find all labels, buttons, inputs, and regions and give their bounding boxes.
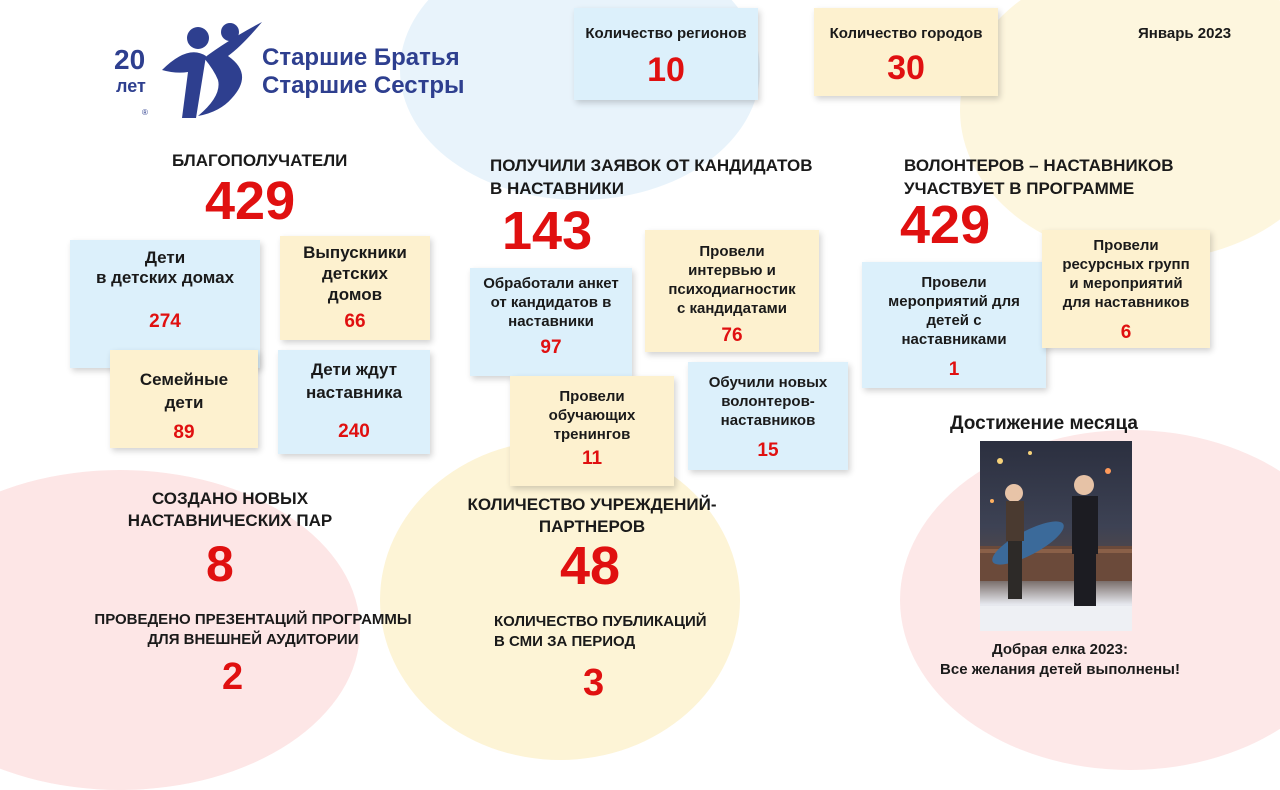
- graduates-label-1: Выпускники: [303, 243, 407, 262]
- trainings-label-1: Провели: [559, 388, 625, 405]
- resource-label-4: для наставников: [1062, 294, 1190, 311]
- publications-value: 3: [583, 662, 605, 704]
- events-label-4: наставниками: [901, 331, 1007, 348]
- volunteers-title-1: ВОЛОНТЕРОВ – НАСТАВНИКОВ: [904, 156, 1174, 175]
- achievement-title: Достижение месяца: [950, 413, 1138, 434]
- logo-reg-mark: ®: [142, 108, 148, 117]
- family-label-2: дети: [164, 393, 204, 412]
- partners-value: 48: [560, 536, 621, 596]
- resource-card: [1042, 230, 1210, 348]
- partners-block: [450, 494, 734, 538]
- events-label-3: детей с: [926, 312, 982, 329]
- logo-years-word: лет: [116, 76, 146, 96]
- achievement-caption-1: Добрая елка 2023:: [992, 641, 1128, 658]
- pairs-label-2: НАСТАВНИЧЕСКИХ ПАР: [127, 511, 333, 530]
- orphanage-card: [70, 240, 260, 368]
- trained-card: [688, 362, 848, 470]
- graduates-label-2: детских: [322, 264, 388, 283]
- bg-blob-yellow-right: [960, 0, 1280, 260]
- graduates-card: [280, 236, 430, 340]
- trained-label-1: Обучили новых: [708, 374, 828, 391]
- regions-value: 10: [647, 51, 685, 89]
- regions-card: [574, 8, 758, 100]
- processed-value: 97: [540, 337, 562, 358]
- graduates-label-3: домов: [327, 285, 383, 304]
- processed-label-3: наставники: [508, 313, 594, 330]
- events-label-1: Провели: [921, 274, 987, 291]
- cities-value: 30: [887, 49, 925, 87]
- partners-label-1: КОЛИЧЕСТВО УЧРЕЖДЕНИЙ-: [467, 495, 717, 514]
- publications-label-2: В СМИ ЗА ПЕРИОД: [494, 633, 636, 650]
- orphanage-value: 274: [149, 311, 181, 332]
- logo: [110, 18, 490, 123]
- photo-scene-icon: [980, 441, 1132, 631]
- interviews-label-4: с кандидатами: [676, 300, 788, 317]
- beneficiaries-title: БЛАГОПОЛУЧАТЕЛИ: [172, 151, 348, 170]
- graduates-value: 66: [344, 311, 366, 332]
- resource-value: 6: [1120, 322, 1132, 343]
- orphanage-label-1: Дети: [144, 248, 186, 267]
- orphanage-label-2: в детских домах: [95, 268, 235, 287]
- publications-label-1: КОЛИЧЕСТВО ПУБЛИКАЦИЙ: [494, 613, 707, 630]
- processed-label-2: от кандидатов в: [490, 294, 612, 311]
- regions-label: Количество регионов: [585, 25, 747, 42]
- interviews-label-2: интервью и: [688, 262, 776, 279]
- events-card: [862, 262, 1046, 388]
- beneficiaries-value: 429: [205, 171, 296, 231]
- pairs-value: 8: [206, 536, 234, 592]
- logo-line-1: Старшие Братья: [262, 44, 460, 71]
- cities-label: Количество городов: [829, 25, 983, 42]
- applications-value: 143: [502, 201, 593, 261]
- waiting-label-1: Дети ждут: [310, 360, 398, 379]
- trained-label-3: наставников: [720, 412, 816, 429]
- interviews-label-3: психодиагностик: [668, 281, 796, 298]
- volunteers-value: 429: [900, 195, 991, 255]
- volunteers-title-2: УЧАСТВУЕТ В ПРОГРАММЕ: [904, 179, 1135, 198]
- presentations-value: 2: [222, 656, 244, 698]
- report-date: Январь 2023: [1138, 25, 1232, 42]
- presentations-label-2: ДЛЯ ВНЕШНЕЙ АУДИТОРИИ: [147, 631, 359, 648]
- logo-line-2: Старшие Сестры: [262, 72, 465, 99]
- bg-blob-yellow-bottom: [380, 440, 740, 760]
- logo-figures-icon: [158, 18, 266, 122]
- partners-label-2: ПАРТНЕРОВ: [538, 517, 646, 536]
- logo-years-number: 20: [114, 44, 146, 75]
- publications-block: [494, 612, 707, 652]
- events-value: 1: [948, 359, 960, 380]
- pairs-label-1: СОЗДАНО НОВЫХ: [151, 489, 309, 508]
- pairs-block: [90, 488, 370, 532]
- events-label-2: мероприятий для: [888, 293, 1020, 310]
- family-card: [110, 350, 258, 448]
- resource-label-2: ресурсных групп: [1062, 256, 1190, 273]
- resource-label-3: и мероприятий: [1069, 275, 1183, 292]
- cities-card: [814, 8, 998, 96]
- trainings-value: 11: [581, 448, 603, 469]
- family-value: 89: [173, 422, 195, 443]
- achievement-caption: [910, 640, 1210, 680]
- presentations-block: [76, 610, 430, 650]
- applications-title-1: ПОЛУЧИЛИ ЗАЯВОК ОТ КАНДИДАТОВ: [490, 156, 813, 175]
- trainings-label-3: тренингов: [553, 426, 631, 443]
- trained-label-2: волонтеров-: [721, 393, 815, 410]
- achievement-caption-2: Все желания детей выполнены!: [940, 661, 1180, 678]
- trained-value: 15: [757, 440, 779, 461]
- interviews-card: [645, 230, 819, 352]
- waiting-card: [278, 350, 430, 454]
- family-label-1: Семейные: [139, 370, 229, 389]
- achievement-photo: [980, 441, 1132, 631]
- processed-label-1: Обработали анкет: [483, 275, 619, 292]
- processed-card: [470, 268, 632, 376]
- trainings-card: [510, 376, 674, 486]
- trainings-label-2: обучающих: [548, 407, 636, 424]
- waiting-label-2: наставника: [305, 383, 403, 402]
- waiting-value: 240: [338, 421, 370, 442]
- applications-title-2: В НАСТАВНИКИ: [490, 179, 624, 198]
- interviews-label-1: Провели: [699, 243, 765, 260]
- presentations-label-1: ПРОВЕДЕНО ПРЕЗЕНТАЦИЙ ПРОГРАММЫ: [94, 611, 412, 628]
- resource-label-1: Провели: [1093, 237, 1159, 254]
- interviews-value: 76: [721, 325, 743, 346]
